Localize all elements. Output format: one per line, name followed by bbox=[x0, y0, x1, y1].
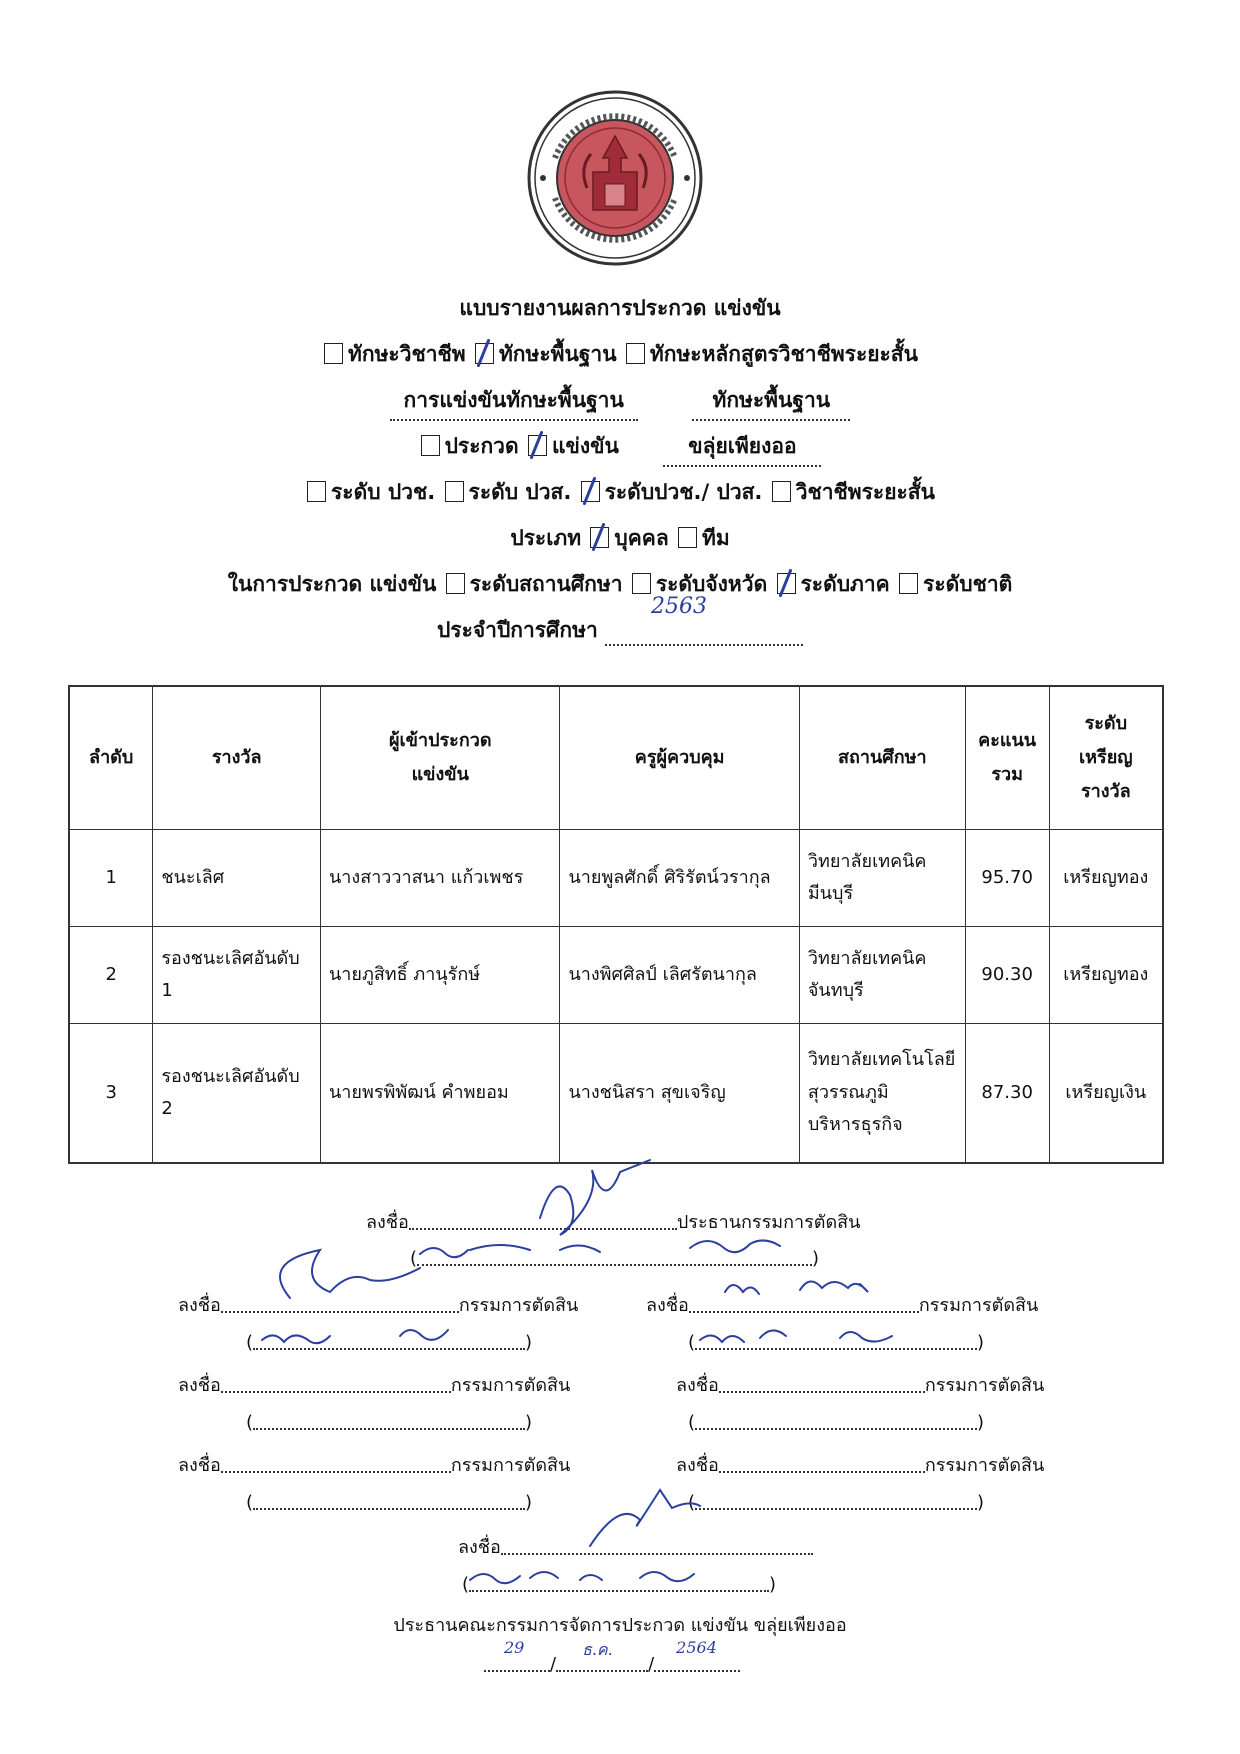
row-teacher: นางชนิสรา สุขเจริญ bbox=[560, 1024, 799, 1164]
judge-1-name-field[interactable] bbox=[253, 1330, 525, 1350]
level-line: ระดับ ปวช. ระดับ ปวส. ระดับปวช./ ปวส. วิชาชีพระยะสั้น bbox=[0, 476, 1240, 509]
table-header-row bbox=[69, 686, 1163, 830]
judge-6-name-field[interactable] bbox=[695, 1490, 977, 1510]
scope-checkbox-region[interactable] bbox=[777, 573, 796, 594]
row-school: วิทยาลัยเทคนิค จันทบุรี bbox=[799, 927, 965, 1024]
row-teacher: นางพิศศิลป์ เลิศรัตนากุล bbox=[560, 927, 799, 1024]
judge-2-signature-line: ลงชื่อ กรรมการตัดสิน bbox=[646, 1295, 1039, 1316]
table-row bbox=[69, 927, 1163, 1024]
results-table bbox=[68, 685, 1164, 1164]
type-checkbox-individual[interactable] bbox=[590, 527, 609, 548]
row-school: วิทยาลัยเทคนิค มีนบุรี bbox=[799, 830, 965, 927]
judge-4-name-line: ( ) bbox=[688, 1412, 985, 1433]
report-title: แบบรายงานผลการประกวด แข่งขัน bbox=[459, 296, 781, 320]
row-contestant: นายภูสิทธิ์ ภานุรักษ์ bbox=[321, 927, 560, 1024]
judge-5-signature-line: ลงชื่อ กรรมการตัดสิน bbox=[178, 1455, 571, 1476]
scope-line: ในการประกวด แข่งขัน ระดับสถานศึกษา ระดับจังหวัด ระดับภาค ระดับชาติ bbox=[227, 572, 1013, 596]
academic-year-handwritten: 2563 bbox=[651, 594, 708, 619]
mode-checkbox-contest[interactable] bbox=[421, 435, 440, 456]
type-line: ประเภท บุคคล ทีม bbox=[510, 526, 730, 550]
scope-checkbox-school[interactable] bbox=[446, 573, 465, 594]
chair-judge-name-line: ( ) bbox=[410, 1248, 820, 1269]
row-contestant: นายพรพิพัฒน์ คำพยอม bbox=[321, 1024, 560, 1164]
judge-2-name-line: ( ) bbox=[688, 1332, 985, 1353]
col-header-school: สถานศึกษา bbox=[799, 686, 965, 830]
level-checkbox-pvs[interactable] bbox=[445, 481, 464, 502]
organizer-name-line: ( ) bbox=[462, 1574, 777, 1595]
mode-line: ประกวด แข่งขัน ขลุ่ยเพียงออ bbox=[0, 430, 1240, 467]
category-checkbox-short-course[interactable] bbox=[626, 343, 645, 364]
level-checkbox-pvc-pvs[interactable] bbox=[581, 481, 600, 502]
row-number: 3 bbox=[69, 1024, 153, 1164]
organizer-signature-line: ลงชื่อ bbox=[458, 1532, 813, 1561]
row-medal: เหรียญเงิน bbox=[1049, 1024, 1163, 1164]
row-number: 1 bbox=[69, 830, 153, 927]
col-header-number: ลำดับ bbox=[69, 686, 153, 830]
scope-checkbox-national[interactable] bbox=[899, 573, 918, 594]
judge-6-name-line: ( ) bbox=[688, 1492, 985, 1513]
col-header-teacher: ครูผู้ควบคุม bbox=[560, 686, 799, 830]
table-row bbox=[69, 830, 1163, 927]
signing-date-line: 29 / ธ.ค. / 2564 bbox=[484, 1652, 740, 1675]
judge-5-signature-field[interactable] bbox=[221, 1453, 451, 1473]
row-score: 87.30 bbox=[965, 1024, 1049, 1164]
row-award: ชนะเลิศ bbox=[153, 830, 321, 927]
scope-checkbox-province[interactable] bbox=[632, 573, 651, 594]
row-award: รองชนะเลิศอันดับ 2 bbox=[153, 1024, 321, 1164]
academic-year-field[interactable] bbox=[605, 594, 803, 646]
judge-1-signature-field[interactable] bbox=[221, 1293, 459, 1313]
date-month-field[interactable]: ธ.ค. bbox=[556, 1652, 648, 1672]
row-teacher: นายพูลศักดิ์ ศิริรัตน์วรากุล bbox=[560, 830, 799, 927]
judge-6-signature-line: ลงชื่อ กรรมการตัดสิน bbox=[676, 1455, 1045, 1476]
contest-group-field[interactable]: การแข่งขันทักษะพื้นฐาน bbox=[390, 384, 638, 421]
row-number: 2 bbox=[69, 927, 153, 1024]
organizer-name-field[interactable] bbox=[469, 1572, 769, 1592]
level-checkbox-short-course[interactable] bbox=[772, 481, 791, 502]
col-header-medal: ระดับ เหรียญ รางวัล bbox=[1049, 686, 1163, 830]
chair-judge-signature-field[interactable] bbox=[409, 1210, 677, 1230]
judge-4-signature-line: ลงชื่อ กรรมการตัดสิน bbox=[676, 1375, 1045, 1396]
chair-judge-name-field[interactable] bbox=[417, 1246, 812, 1266]
judge-4-signature-field[interactable] bbox=[719, 1373, 925, 1393]
col-header-award: รางวัล bbox=[153, 686, 321, 830]
chair-judge-signature-line: ลงชื่อ ประธานกรรมการตัดสิน bbox=[366, 1212, 861, 1233]
level-checkbox-pvc[interactable] bbox=[307, 481, 326, 502]
vocational-education-commission-seal bbox=[525, 88, 705, 268]
judge-3-name-line: ( ) bbox=[246, 1412, 533, 1433]
contest-name-field[interactable]: ขลุ่ยเพียงออ bbox=[663, 430, 821, 467]
judge-3-signature-line: ลงชื่อ กรรมการตัดสิน bbox=[178, 1375, 571, 1396]
organizer-role: ประธานคณะกรรมการจัดการประกวด แข่งขัน ขลุ่ยเพียงออ bbox=[393, 1615, 847, 1636]
judge-2-signature-field[interactable] bbox=[689, 1293, 919, 1313]
judge-4-name-field[interactable] bbox=[695, 1410, 977, 1430]
judge-5-name-line: ( ) bbox=[246, 1492, 533, 1513]
judge-1-signature-line: ลงชื่อ กรรมการตัดสิน bbox=[178, 1295, 579, 1316]
row-contestant: นางสาววาสนา แก้วเพชร bbox=[321, 830, 560, 927]
judge-6-signature-field[interactable] bbox=[719, 1453, 925, 1473]
judge-2-name-field[interactable] bbox=[695, 1330, 977, 1350]
date-year-field[interactable]: 2564 bbox=[654, 1652, 740, 1672]
col-header-score: คะแนน รวม bbox=[965, 686, 1049, 830]
organizer-signature-field[interactable] bbox=[501, 1535, 813, 1555]
skill-area-field[interactable]: ทักษะพื้นฐาน bbox=[692, 384, 850, 421]
type-checkbox-team[interactable] bbox=[678, 527, 697, 548]
row-award: รองชนะเลิศอันดับ 1 bbox=[153, 927, 321, 1024]
table-row bbox=[69, 1024, 1163, 1164]
row-score: 95.70 bbox=[965, 830, 1049, 927]
judge-5-name-field[interactable] bbox=[253, 1490, 525, 1510]
row-medal: เหรียญทอง bbox=[1049, 830, 1163, 927]
judge-1-name-line: ( ) bbox=[246, 1332, 533, 1353]
date-day-field[interactable]: 29 bbox=[484, 1652, 550, 1672]
category-checkbox-vocational[interactable] bbox=[324, 343, 343, 364]
academic-year-line: ประจำปีการศึกษา 2563 bbox=[0, 614, 1240, 647]
mode-checkbox-competition[interactable] bbox=[528, 435, 547, 456]
row-medal: เหรียญทอง bbox=[1049, 927, 1163, 1024]
judge-3-name-field[interactable] bbox=[253, 1410, 525, 1430]
category-options: ทักษะวิชาชีพ ทักษะพื้นฐาน ทักษะหลักสูตรวิชาชีพระยะสั้น bbox=[0, 338, 1240, 371]
judge-3-signature-field[interactable] bbox=[221, 1373, 451, 1393]
contest-group-line bbox=[0, 384, 1240, 421]
col-header-contestant: ผู้เข้าประกวด แข่งขัน bbox=[321, 686, 560, 830]
category-checkbox-basic[interactable] bbox=[475, 343, 494, 364]
row-score: 90.30 bbox=[965, 927, 1049, 1024]
row-school: วิทยาลัยเทคโนโลยี สุวรรณภูมิ บริหารธุรกิจ bbox=[799, 1024, 965, 1164]
